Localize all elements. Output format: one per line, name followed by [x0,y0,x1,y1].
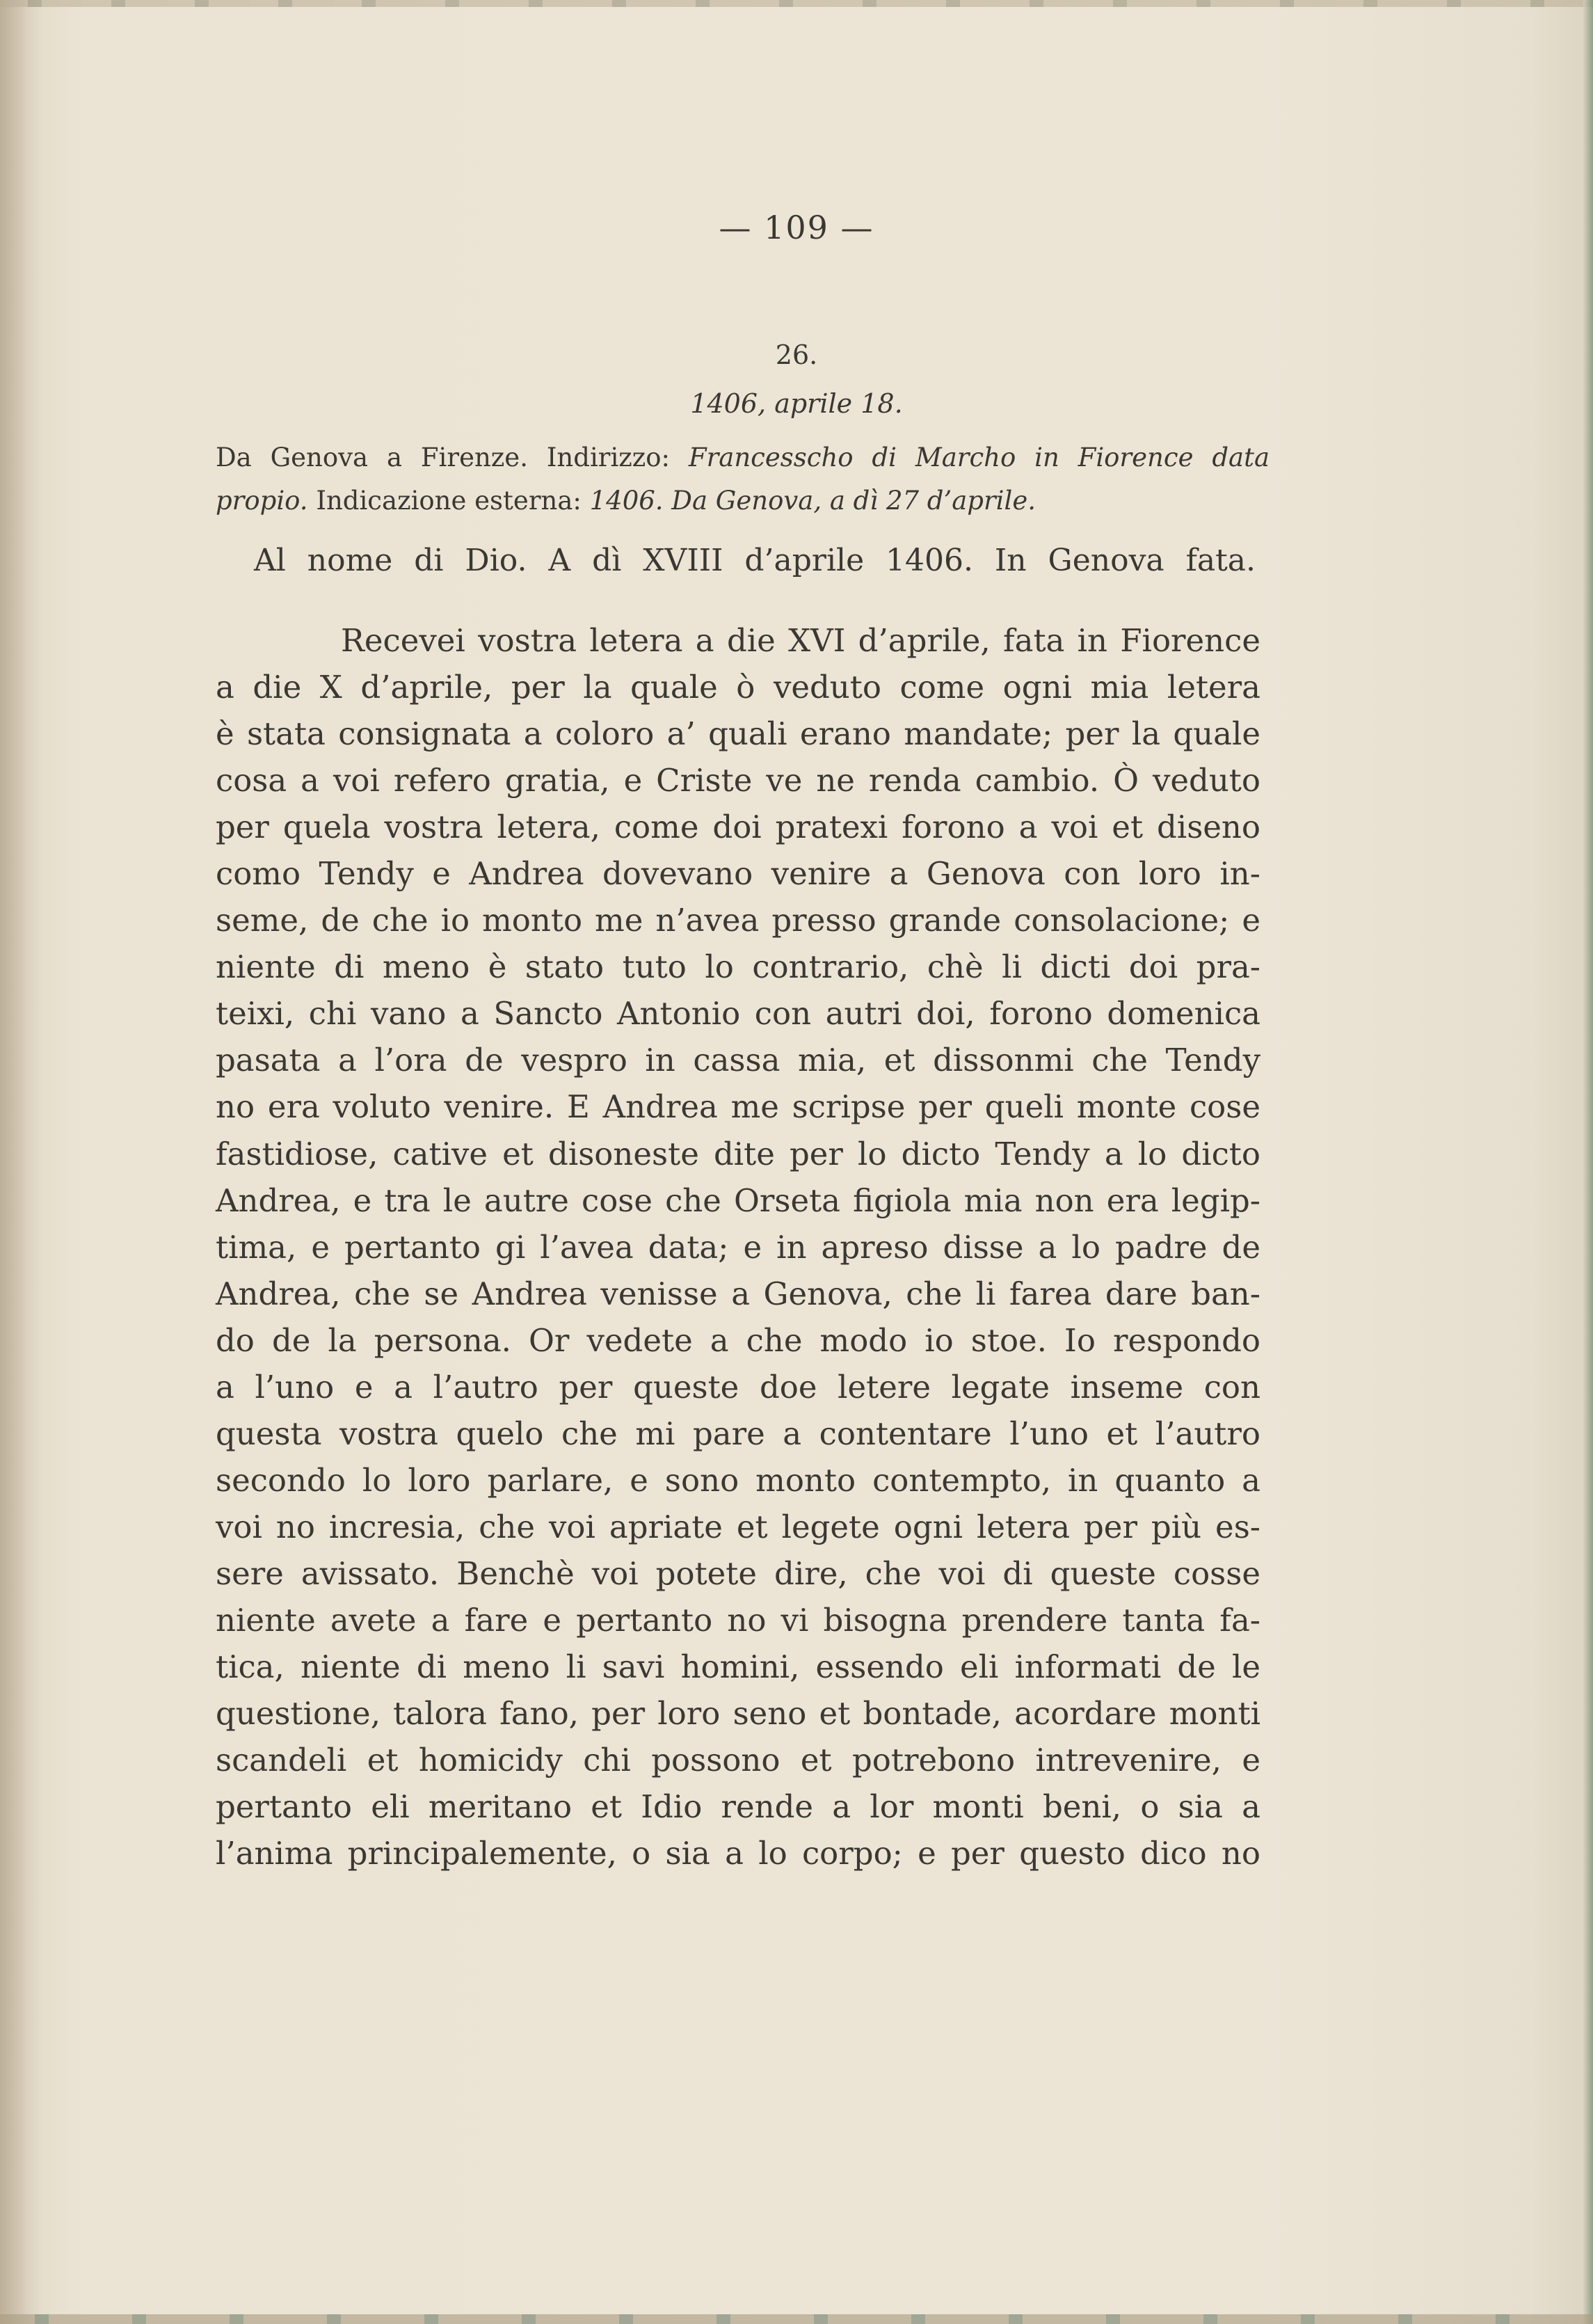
body-line: Andrea, e tra le autre cose che Orseta figiola mia non era legip- [216,1181,1260,1219]
header-note-address-end: propio. [216,486,308,516]
header-note-line-1 [216,434,1270,481]
top-page-edge [0,0,1593,7]
body-line: teixi, chi vano a Sancto Antonio con autri doi, forono domenica [216,995,1260,1033]
body-line: a l’uno e a l’autro per queste doe letere legate inseme con [216,1368,1260,1406]
letter-body [216,617,1260,1877]
body-line: tica, niente di meno li savi homini, essendo eli informati de le [216,1648,1260,1686]
body-line: a die X d’aprile, per la quale ò veduto come ogni mia letera [216,669,1260,706]
header-note-external-label: Indicazione esterna: [316,486,582,516]
body-line: scandeli et homicidy chi possono et potrebono intrevenire, e [216,1742,1260,1779]
body-line: seme, de che io monto me n’avea presso grande consolacione; e [216,902,1260,939]
header-note-route: Da Genova a Firenze. Indirizzo: [216,443,671,472]
body-line: sere avissato. Benchè voi potete dire, che voi di queste cosse [216,1554,1260,1592]
body-line: secondo lo loro parlare, e sono monto contempto, in quanto a [216,1461,1260,1499]
body-line: voi no incresia, che voi apriate et legete ogni letera per più es- [216,1508,1260,1545]
body-line: fastidiose, cative et disoneste dite per lo dicto Tendy a lo dicto [216,1135,1260,1172]
body-line: do de la persona. Or vedete a che modo io stoe. Io respondo [216,1321,1260,1359]
body-line: è stata consignata a coloro a’ quali erano mandate; per la quale [216,715,1260,753]
body-line: Andrea, che se Andrea venisse a Genova, che li farea dare ban- [216,1275,1260,1312]
body-line: Recevei vostra letera a die XVI d’aprile, fata in Fiorence [341,622,1260,659]
header-note-external-value: 1406. Da Genova, a dì 27 d’aprile. [589,486,1036,516]
body-line: pasata a l’ora de vespro in cassa mia, et dissonmi che Tendy [216,1042,1260,1079]
body-line: niente avete a fare e pertanto no vi bisogna prendere tanta fa- [216,1601,1260,1639]
header-note-address: Francesscho di Marcho in Fiorence data [688,443,1270,472]
header-note-line-2 [216,477,1270,524]
salutation: Al nome di Dio. A dì XVIII d’aprile 1406. In Genova fata. [254,543,1256,578]
body-line: cosa a voi refero gratia, e Criste ve ne renda cambio. Ò veduto [216,762,1260,799]
body-line: pertanto eli meritano et Idio rende a lor monti beni, o sia a [216,1788,1260,1826]
body-line: tima, e pertanto gi l’avea data; e in apreso disse a lo padre de [216,1228,1260,1266]
body-line: per quela vostra letera, come doi pratexi forono a voi et diseno [216,809,1260,846]
body-line: questione, talora fano, per loro seno et bontade, acordare monti [216,1695,1260,1733]
letter-date: 1406, aprile 18. [690,388,903,419]
body-line: questa vostra quelo che mi pare a contentare l’uno et l’autro [216,1415,1260,1452]
body-line: como Tendy e Andrea dovevano venire a Genova con loro in- [216,855,1260,893]
body-line: l’anima principalemente, o sia a lo corpo; e per questo dico no [216,1835,1260,1872]
letter-number: 26. [775,340,818,370]
body-line: no era voluto venire. E Andrea me scripse per queli monte cose [216,1088,1260,1126]
body-line: niente di meno è stato tuto lo contrario, chè li dicti doi pra- [216,948,1260,986]
bottom-page-edge [0,2314,1593,2324]
page-number: — 109 — [719,209,874,246]
